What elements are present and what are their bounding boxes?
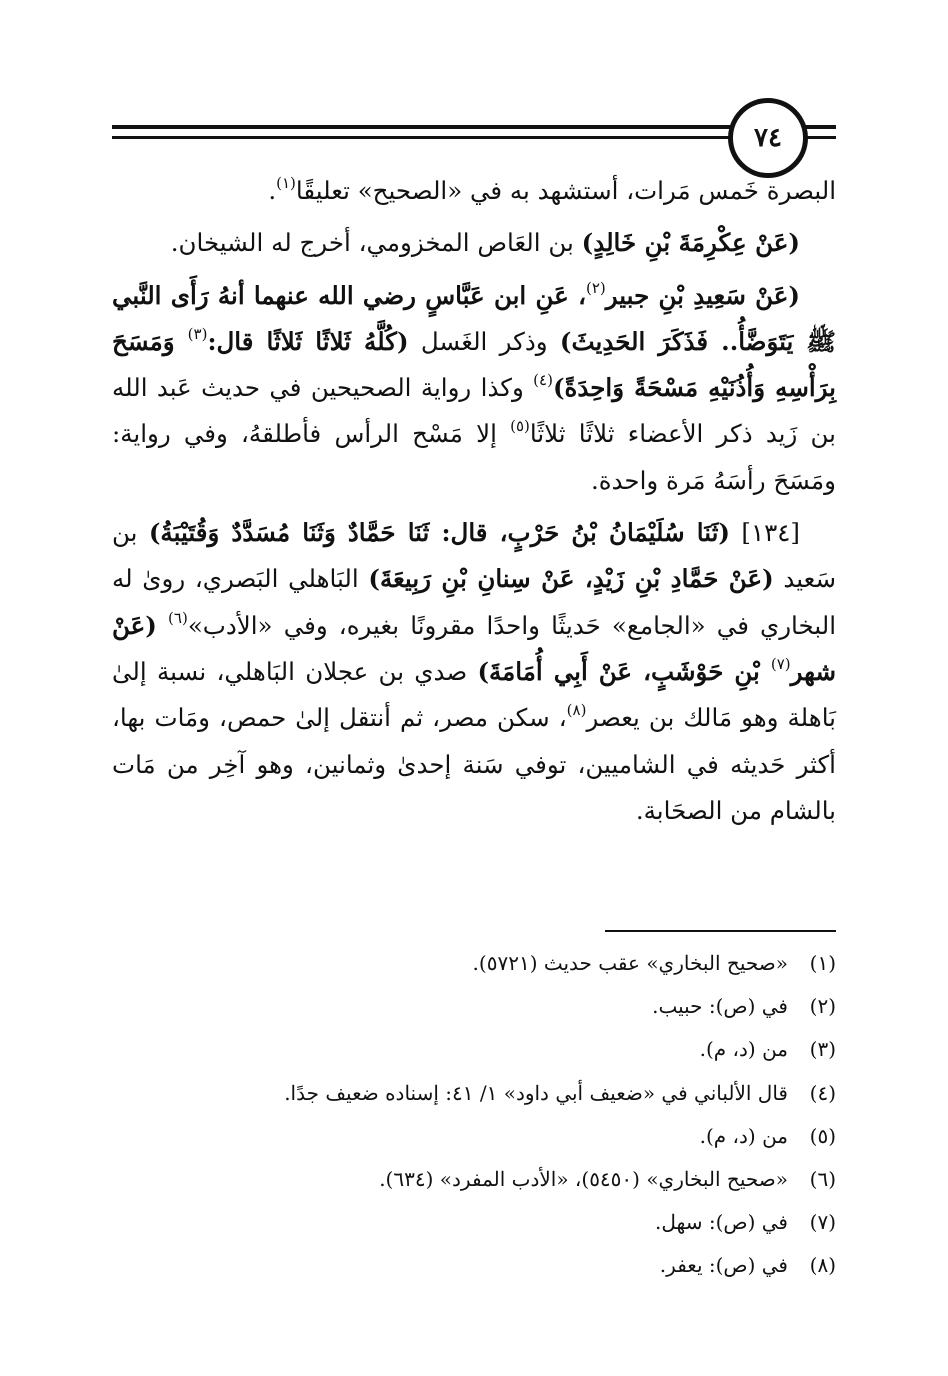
footnote-text: قال الألباني في «ضعيف أبي داود» ١/ ٤١: إسناده ضعيف جدًا. [284, 1080, 788, 1105]
text: . [268, 176, 277, 205]
footnote [112, 1028, 836, 1071]
footnote-text: من (د، م). [699, 1123, 788, 1148]
text: ، سكن مصر، ثم أنتقل إلىٰ حمص، ومَات بها، أكثر حَديثه في الشاميين، توفي سَنة إحدىٰ وثمانين، وهو آخِر من مَات بالشام من الصحَابة. [112, 703, 836, 825]
footnote [112, 985, 836, 1028]
footnote-ref: (٣) [187, 324, 208, 343]
footnotes [112, 942, 836, 1288]
footnote-text: في (ص): حبيب. [652, 994, 788, 1019]
footnote [112, 1201, 836, 1244]
header-rule-thick [112, 125, 730, 129]
footnote-text: «صحيح البخاري» (٥٤٥٠)، «الأدب المفرد» (٦٣٤). [379, 1167, 788, 1192]
paragraph-3 [112, 273, 836, 504]
footnote-number: (٨) [809, 1253, 836, 1278]
footnote-text: في (ص): سهل. [655, 1210, 788, 1235]
hadith-text: (عَنْ سَعِيدِ بْنِ جبير [605, 280, 801, 310]
footnote-ref: (٥) [510, 417, 530, 436]
footnote [112, 1158, 836, 1201]
footnote-number: (٤) [809, 1080, 836, 1105]
footnote-text: من (د، م). [699, 1037, 788, 1062]
footnote-text: في (ص): يعفر. [659, 1253, 788, 1278]
hadith-text: ، عَنِ ابن عَبَّاسٍ رضي الله عنهما أنهُ رَأَى النَّبي ﷺ يَتَوَضَّأُ.. فَذَكَرَ الحَدِيثَ) [112, 280, 836, 356]
footnote-number: (٧) [809, 1210, 836, 1235]
hadith-text: (عَنْ حَمَّادِ بْنِ زَيْدٍ، عَنْ سِنانِ بْنِ رَبِيعَةَ) [368, 564, 774, 594]
footnote-ref: (١) [276, 174, 296, 192]
hadith-text: (كُلَّهُ ثَلاثًا ثَلاثًا قال: [207, 326, 409, 356]
hadith-text: بْنِ حَوْشَبٍ، عَنْ أَبِي أُمَامَةَ) [477, 656, 771, 686]
footnote [112, 1072, 836, 1115]
text: إلا مَسْح الرأس فأطلقهُ، وفي رواية: ومَسَحَ رأسَهُ مَرة واحدة. [112, 419, 836, 495]
footnote-ref: (٦) [168, 608, 188, 627]
page-number: ٧٤ [728, 98, 808, 178]
hadith-text: (ثَنَا سُلَيْمَانُ بْنُ حَرْبٍ، قال: ثَنَا حَمَّادٌ وَثَنَا مُسَدَّدٌ وَقُتَيْبَةُ) [148, 518, 730, 548]
footnote-ref: (٢) [585, 278, 606, 297]
footnote-number: (٣) [809, 1037, 836, 1062]
text [157, 611, 168, 640]
paragraph-2 [112, 220, 836, 266]
footnote-separator [605, 930, 836, 932]
footnote [112, 1115, 836, 1158]
footnote [112, 1244, 836, 1287]
footnote-ref: (٧) [770, 654, 791, 673]
text: وكذا رواية الصحيحين في حديث عَبد الله بن زَيد ذكر الأعضاء ثلاثًا ثلاثًا [112, 373, 836, 449]
hadith-number: [١٣٤] [730, 518, 800, 548]
footnote-text: «صحيح البخاري» عقب حديث (٥٧٢١). [472, 951, 788, 975]
footnote-ref: (٤) [533, 371, 553, 390]
header-rule-thin [112, 136, 730, 139]
footnote-number: (١) [809, 951, 836, 975]
hadith-text: وَمَسَحَ بِرَأْسِهِ وَأُذُنَيْهِ مَسْحَةً وَاحِدَةً) [112, 326, 836, 403]
footnote-ref: (٨) [566, 701, 587, 720]
text: بن العَاص المخزومي، أخرج له الشيخان. [170, 228, 582, 258]
text: وذكر الغَسل [408, 326, 560, 356]
text: البَاهلي البَصري، روىٰ له البخاري في «الجامع» حَديثًا واحدًا مقرونًا بغيره، وفي «الأدب» [112, 564, 836, 640]
footnote-number: (٢) [809, 994, 836, 1019]
paragraph-4 [112, 510, 836, 834]
text: صدي بن عجلان البَاهلي، نسبة إلىٰ بَاهلة وهو مَالك بن يعصر [112, 656, 836, 733]
body-text [112, 168, 836, 834]
hadith-text: (عَنْ شهر [112, 610, 836, 686]
footnote-number: (٥) [809, 1123, 836, 1148]
hadith-text: (عَنْ عِكْرِمَةَ بْنِ خَالِدٍ) [581, 228, 800, 258]
paragraph-1 [112, 168, 836, 214]
text: البصرة خَمس مَرات، أستشهد به في «الصحيح» تعليقًا [295, 176, 836, 205]
text: بن سَعيد [112, 518, 836, 594]
footnote-number: (٦) [809, 1167, 836, 1192]
footnote [112, 942, 836, 985]
